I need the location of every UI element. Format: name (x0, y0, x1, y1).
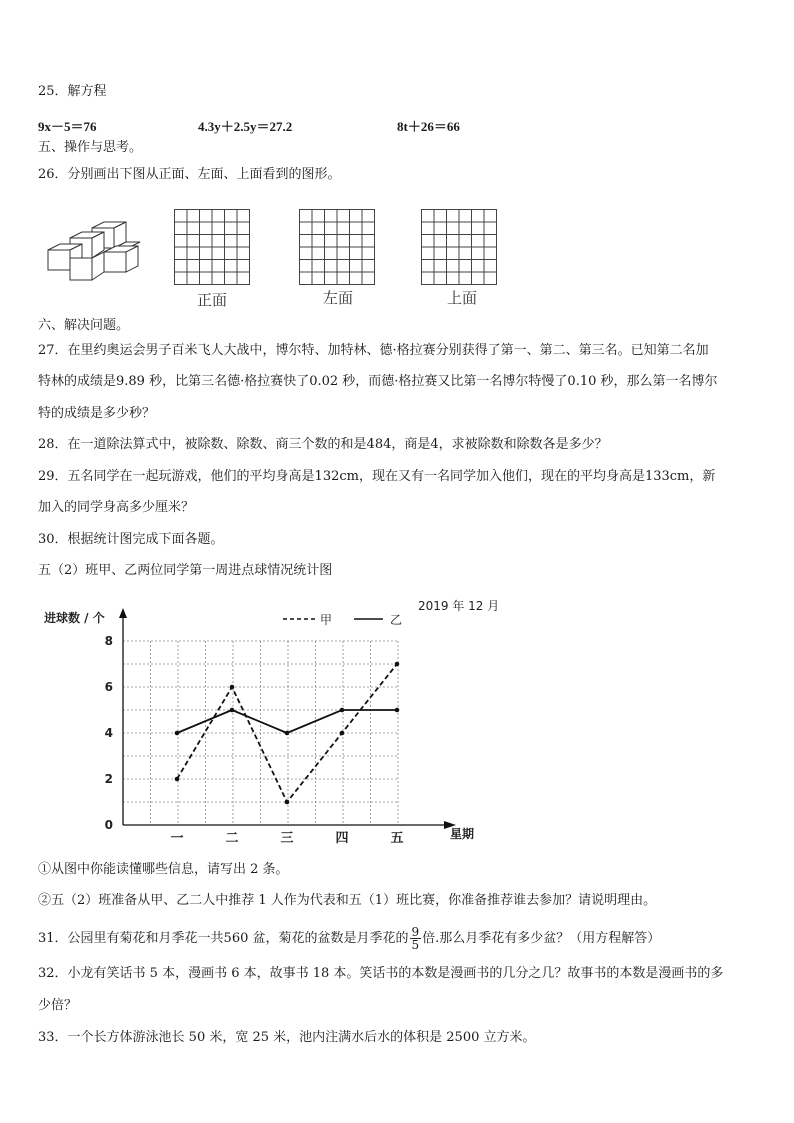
q27-line-3: 特的成绩是多少秒？ (38, 406, 156, 421)
front-view-label: 正面 (197, 291, 228, 309)
q28-text: 28．在一道除法算式中，被除数、除数、商三个数的和是484，商是4，求被除数和除数各是多少？ (38, 437, 608, 452)
x-tick-label: 五 (390, 831, 404, 846)
q33-text: 33．一个长方体游泳池长 50 米，宽 25 米，池内注满水后水的体积是 2500 立方米。 (38, 1030, 536, 1045)
data-point (340, 708, 345, 713)
q31-after: 倍.那么月季花有多少盆？（用方程解答） (422, 931, 661, 946)
q31-text (38, 924, 660, 954)
q30-text: 30．根据统计图完成下面各题。 (38, 532, 224, 547)
q25-equation-3: 8t＋26＝66 (397, 119, 460, 134)
data-point (395, 708, 400, 713)
fraction-numerator: 9 (411, 925, 420, 939)
data-point (340, 731, 345, 736)
series-line-乙 (177, 710, 397, 733)
goal-line-chart (40, 594, 500, 850)
data-point (230, 708, 235, 713)
cube-stack-figure (42, 220, 152, 282)
fraction-denominator: 5 (411, 938, 420, 952)
data-point (285, 731, 290, 736)
front-view-grid (174, 209, 250, 285)
y-tick-label: 6 (104, 680, 113, 694)
q31-before: 31．公园里有菊花和月季花一共560 盆，菊花的盆数是月季花的 (38, 931, 409, 946)
chart-title: 五（2）班甲、乙两位同学第一周进点球情况统计图 (38, 563, 333, 578)
x-tick-label: 四 (335, 831, 349, 846)
y-tick-label: 4 (104, 726, 113, 740)
x-tick-label: 二 (225, 831, 239, 846)
data-point (395, 662, 400, 667)
top-view-grid (421, 209, 497, 285)
data-point (285, 800, 290, 805)
q27-line-2: 特林的成绩是9.89 秒，比第三名德·格拉赛快了0.02 秒，而德·格拉赛又比第一名博尔特慢了0.10 秒，那么第一名博尔 (38, 374, 718, 389)
y-axis-arrow (119, 608, 127, 618)
data-point (175, 777, 180, 782)
chart-date-label: 2019 年 12 月 (418, 599, 500, 613)
q25-equation-2: 4.3y＋2.5y＝27.2 (198, 119, 293, 134)
q26-text: 26．分别画出下图从正面、左面、上面看到的图形。 (38, 167, 341, 182)
q29-line-2: 加入的同学身高多少厘米？ (38, 500, 195, 515)
left-view-label: 左面 (323, 289, 354, 307)
legend-label: 甲 (320, 613, 333, 627)
section-6-heading: 六、解决问题。 (38, 318, 130, 333)
y-axis-label: 进球数 / 个 (44, 611, 105, 625)
y-tick-label: 0 (104, 818, 113, 832)
q32-line-2: 少倍？ (38, 998, 78, 1013)
x-tick-label: 一 (170, 831, 184, 846)
q31-fraction (410, 926, 422, 951)
q30-sub-2: ②五（2）班准备从甲、乙二人中推荐 1 人作为代表和五（1）班比赛，你准备推荐谁去参加？请说明理由。 (38, 893, 657, 908)
data-point (230, 685, 235, 690)
q29-line-1: 29．五名同学在一起玩游戏，他们的平均身高是132cm，现在又有一名同学加入他们，现在的平均身高是133cm，新 (38, 469, 716, 484)
legend-label: 乙 (390, 613, 403, 627)
q27-line-1: 27．在里约奥运会男子百米飞人大战中，博尔特、加特林、德·格拉赛分别获得了第一、第二、第三名。已知第二名加 (38, 343, 709, 358)
top-view-label: 上面 (447, 289, 478, 307)
section-5-heading: 五、操作与思考。 (38, 140, 143, 155)
x-tick-label: 三 (280, 831, 294, 846)
data-point (175, 731, 180, 736)
x-axis-label: 星期 (450, 827, 475, 841)
q30-sub-1: ①从图中你能读懂哪些信息，请写出 2 条。 (38, 862, 289, 877)
q25-equation-1: 9x－5＝76 (38, 119, 97, 134)
y-tick-label: 8 (104, 634, 113, 648)
y-tick-label: 2 (104, 772, 113, 786)
q25-title: 25．解方程 (38, 84, 107, 99)
q32-line-1: 32．小龙有笑话书 5 本，漫画书 6 本，故事书 18 本。笑话书的本数是漫画书的几分之几？故事书的本数是漫画书的多 (38, 966, 724, 981)
left-view-grid (299, 209, 375, 285)
